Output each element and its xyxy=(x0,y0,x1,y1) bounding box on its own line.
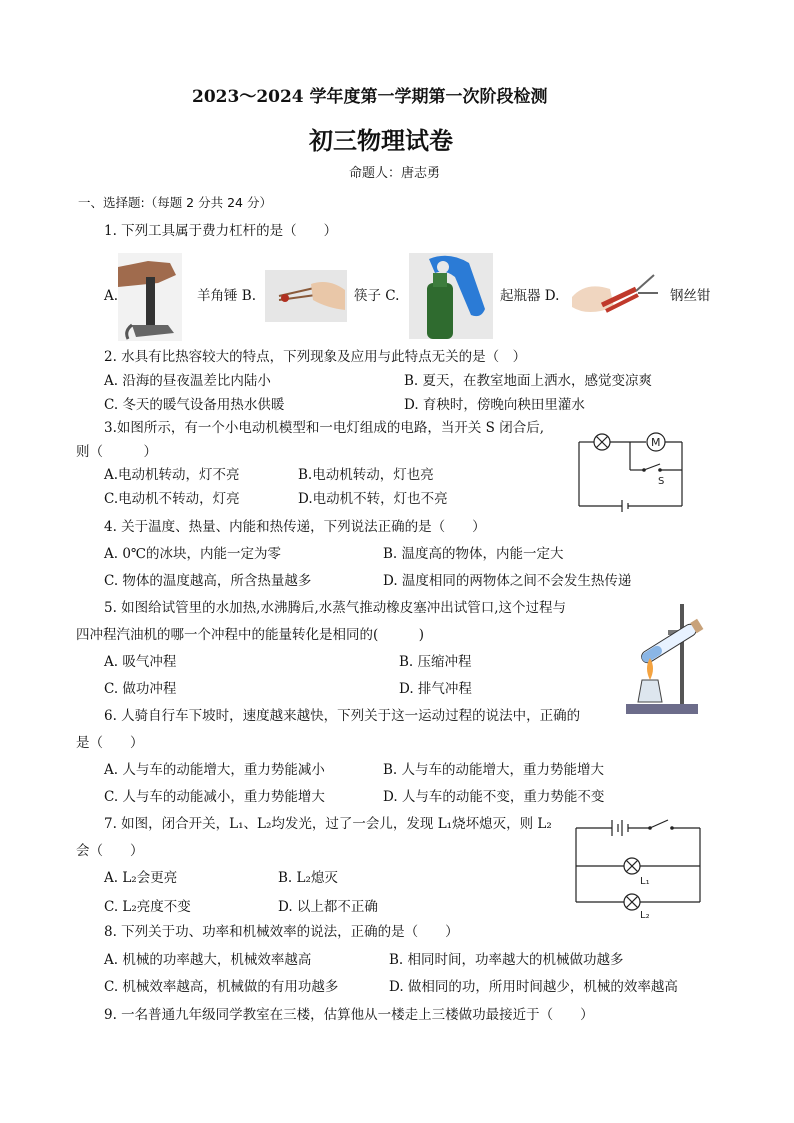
q2-option-b: B. 夏天，在教室地面上洒水，感觉变凉爽 xyxy=(404,373,653,389)
q3-stem-line2: 则（ ） xyxy=(76,444,157,460)
q3-switch-label: S xyxy=(658,476,665,487)
bottle-opener-image xyxy=(409,253,493,339)
q1-option-a: A. xyxy=(104,288,119,304)
q4-stem: 4. 关于温度、热量、内能和热传递，下列说法正确的是（ ） xyxy=(104,519,486,535)
q6-option-b: B. 人与车的动能增大，重力势能增大 xyxy=(383,762,605,778)
q4-option-c: C. 物体的温度越高，所含热量越多 xyxy=(104,573,312,589)
q8-option-a: A. 机械的功率越大，机械效率越高 xyxy=(104,952,312,968)
q1-label-pliers: 钢丝钳 xyxy=(670,288,711,304)
q4-option-d: D. 温度相同的两物体之间不会发生热传递 xyxy=(383,573,632,589)
q8-option-c: C. 机械效率越高，机械做的有用功越多 xyxy=(104,979,339,995)
q5-option-c: C. 做功冲程 xyxy=(104,681,177,697)
section-heading: 一、选择题:（每题 2 分共 24 分） xyxy=(78,195,272,210)
q2-option-a: A. 沿海的昼夜温差比内陆小 xyxy=(104,373,271,389)
q5-stem-line1: 5. 如图给试管里的水加热,水沸腾后,水蒸气推动橡皮塞冲出试管口,这个过程与 xyxy=(104,600,567,616)
q7-option-a: A. L₂会更亮 xyxy=(104,870,178,886)
q3-option-c: C.电动机不转动，灯亮 xyxy=(104,491,240,507)
q3-circuit-diagram xyxy=(574,428,686,512)
q5-stem-line2: 四冲程汽油机的哪一个冲程中的能量转化是相同的( ) xyxy=(76,627,425,643)
q6-stem-line2: 是（ ） xyxy=(76,735,144,751)
q7-stem-line2: 会（ ） xyxy=(76,843,144,859)
hammer-image xyxy=(118,253,182,341)
q2-option-d: D. 育秧时，傍晚向秧田里灌水 xyxy=(404,397,585,413)
q7-option-d: D. 以上都不正确 xyxy=(278,899,378,915)
q9-stem: 9. 一名普通九年级同学教室在三楼，估算他从一楼走上三楼做功最接近于（ ） xyxy=(104,1007,594,1023)
q6-stem-line1: 6. 人骑自行车下坡时，速度越来越快，下列关于这一运动过程的说法中，正确的 xyxy=(104,708,581,724)
q1-label-opener: 起瓶器 D. xyxy=(500,288,560,304)
q5-test-tube-figure xyxy=(624,602,716,716)
pliers-image xyxy=(566,267,664,323)
q3-option-d: D.电动机不转，灯也不亮 xyxy=(298,491,448,507)
q1-stem: 1. 下列工具属于费力杠杆的是（ ） xyxy=(104,223,338,239)
q7-l1-label: L₁ xyxy=(640,876,650,887)
q5-option-a: A. 吸气冲程 xyxy=(104,654,177,670)
q3-option-b: B.电动机转动，灯也亮 xyxy=(298,467,434,483)
q3-option-a: A.电动机转动，灯不亮 xyxy=(104,467,240,483)
q6-option-a: A. 人与车的动能增大，重力势能减小 xyxy=(104,762,325,778)
q2-stem: 2. 水具有比热容较大的特点，下列现象及应用与此特点无关的是（ ） xyxy=(104,349,527,365)
q7-l2-label: L₂ xyxy=(640,910,650,918)
subject-title: 初三物理试卷 xyxy=(309,126,453,155)
q4-option-b: B. 温度高的物体，内能一定大 xyxy=(383,546,564,562)
q5-option-b: B. 压缩冲程 xyxy=(399,654,472,670)
author-line: 命题人：唐志勇 xyxy=(349,166,441,181)
q5-option-d: D. 排气冲程 xyxy=(399,681,472,697)
q6-option-c: C. 人与车的动能减小，重力势能增大 xyxy=(104,789,325,805)
q1-label-chopsticks: 筷子 C. xyxy=(354,288,400,304)
q3-stem-line1: 3.如图所示，有一个小电动机模型和一电灯组成的电路，当开关 S 闭合后, xyxy=(104,420,545,436)
q8-stem: 8. 下列关于功、功率和机械效率的说法，正确的是（ ） xyxy=(104,924,459,940)
q7-option-c: C. L₂亮度不变 xyxy=(104,899,191,915)
q6-option-d: D. 人与车的动能不变，重力势能不变 xyxy=(383,789,605,805)
q8-option-b: B. 相同时间，功率越大的机械做功越多 xyxy=(389,952,624,968)
exam-title: 2023～2024 学年度第一学期第一次阶段检测 xyxy=(192,87,548,107)
q4-option-a: A. 0℃的冰块，内能一定为零 xyxy=(104,546,282,562)
q7-circuit-diagram xyxy=(572,818,704,918)
chopsticks-image xyxy=(265,270,347,322)
q2-option-c: C. 冬天的暖气设备用热水供暖 xyxy=(104,397,285,413)
q7-stem-line1: 7. 如图，闭合开关，L₁、L₂均发光，过了一会儿，发现 L₁烧坏熄灭，则 L₂ xyxy=(104,816,552,832)
q8-option-d: D. 做相同的功，所用时间越少，机械的效率越高 xyxy=(389,979,678,995)
q1-label-hammer: 羊角锤 B. xyxy=(197,288,257,304)
q3-motor-label: M xyxy=(651,436,661,449)
q7-option-b: B. L₂熄灭 xyxy=(278,870,338,886)
